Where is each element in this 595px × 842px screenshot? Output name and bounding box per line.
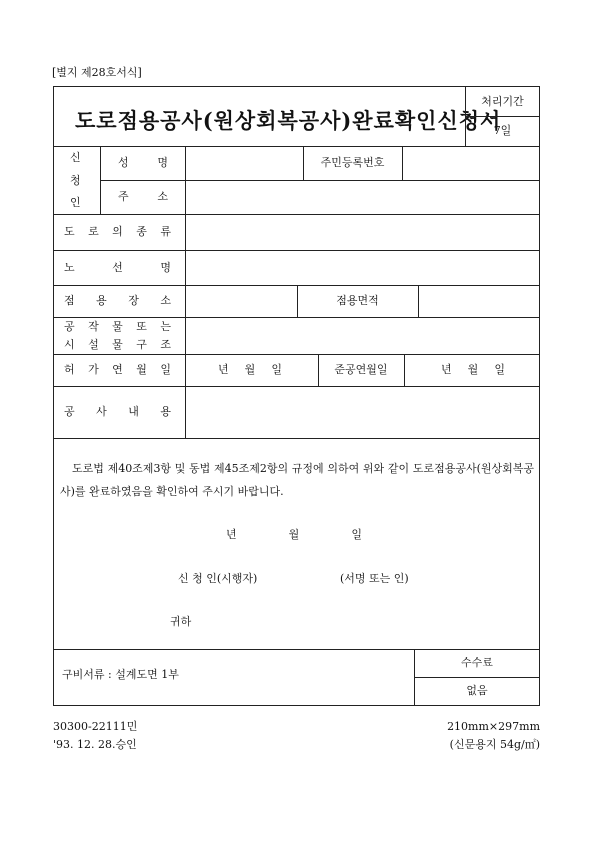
signature-date: 년 월 일 (226, 528, 362, 541)
resident-id-label: 주민등록번호 (320, 156, 385, 169)
completion-date-label: 준공연월일 (334, 363, 388, 376)
permit-date-placeholder: 년 월 일 (218, 363, 282, 376)
paper-type: (신문용지 54g/㎡) (449, 738, 540, 751)
sign-or-seal-label: (서명 또는 인) (340, 572, 409, 585)
processing-period-value: 7일 (493, 124, 512, 137)
route-name-label: 노 선 명 (64, 261, 171, 274)
applicant-group-label: 신 청 인 (70, 151, 81, 209)
name-label: 성 명 (118, 156, 168, 169)
form-code: 30300-22111민 (53, 720, 138, 733)
structure-label-line1: 공 작 물 또 는 (64, 320, 171, 333)
address-label: 주 소 (118, 190, 168, 203)
occupancy-area-label: 점용면적 (336, 294, 379, 307)
form-frame (53, 86, 540, 706)
occupancy-place-label: 점 용 장 소 (64, 294, 171, 307)
road-type-label: 도 로 의 종 류 (64, 225, 171, 238)
paper-size: 210mm×297mm (447, 720, 540, 733)
processing-period-label: 처리기간 (481, 95, 524, 108)
fee-value: 없음 (466, 684, 488, 697)
completion-date-placeholder: 년 월 일 (441, 363, 505, 376)
permit-date-label: 허 가 연 월 일 (64, 363, 171, 376)
approval-date: '93. 12. 28.승인 (53, 738, 137, 751)
form-title: 도로점용공사(원상회복공사)완료확인신청서 (75, 108, 502, 133)
form-number: [별지 제28호서식] (52, 66, 142, 79)
recipient-label: 귀하 (170, 615, 192, 628)
applicant-signature-label: 신 청 인(시행자) (178, 572, 258, 585)
structure-label-line2: 시 설 물 구 조 (64, 338, 171, 351)
fee-label: 수수료 (461, 656, 493, 669)
work-content-label: 공 사 내 용 (64, 405, 171, 418)
required-documents: 구비서류 : 설계도면 1부 (62, 668, 179, 681)
statement-text: 도로법 제40조제3항 및 동법 제45조제2항의 규정에 의하여 위와 같이 도로점용공사(원상회복공사)를 완료하였음을 확인하여 주시기 바랍니다. (60, 462, 534, 498)
